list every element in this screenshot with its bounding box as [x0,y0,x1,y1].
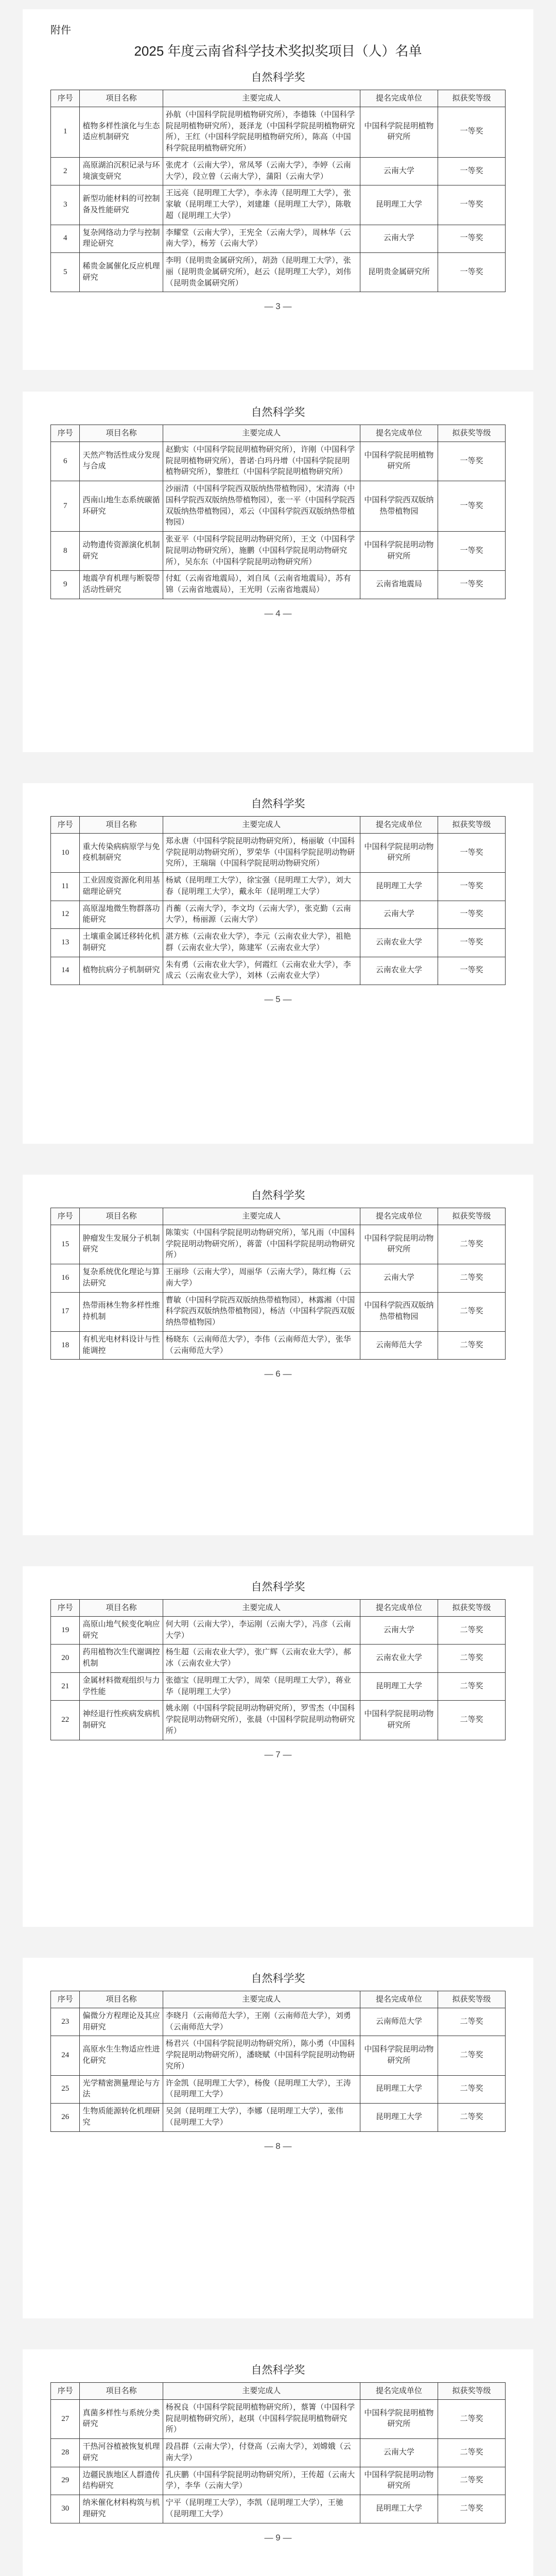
project-name: 土壤重金属迁移转化机制研究 [80,929,163,957]
main-contributors: 宁平（昆明理工大学），李凯（昆明理工大学），王驰（昆明理工大学） [163,2495,360,2523]
nominating-unit: 云南师范大学 [360,2008,438,2036]
row-number: 6 [51,442,80,481]
column-header: 序号 [51,425,80,442]
row-number: 21 [51,1672,80,1701]
nominating-unit: 昆明理工大学 [360,2075,438,2104]
column-header: 序号 [51,1600,80,1617]
project-name: 神经退行性疾病发病机制研究 [80,1701,163,1740]
award-level: 二等奖 [438,2008,505,2036]
main-contributors: 张虎才（云南大学），常凤琴（云南大学），李婷（云南大学），段立曾（云南大学），蒲阳（云南大学） [163,157,360,185]
column-header: 序号 [51,2383,80,2400]
nominating-unit: 云南大学 [360,225,438,253]
project-name: 偏微分方程理论及其应用研究 [80,2008,163,2036]
award-level: 一等奖 [438,929,505,957]
table-row [51,2495,506,2523]
table-row [51,225,506,253]
award-level: 一等奖 [438,957,505,985]
main-contributors: 朱有勇（云南农业大学），何霞红（云南农业大学），李成云（云南农业大学），刘林（云南农业大学） [163,957,360,985]
nominating-unit: 中国科学院西双版纳热带植物园 [360,481,438,532]
table-row [51,1616,506,1645]
row-number: 19 [51,1616,80,1645]
column-header: 主要完成人 [163,1600,360,1617]
table-row [51,1292,506,1331]
nominating-unit: 云南农业大学 [360,1645,438,1673]
column-header: 拟获奖等级 [438,1600,505,1617]
column-header: 项目名称 [80,2383,163,2400]
table-row [51,1331,506,1360]
row-number: 17 [51,1292,80,1331]
main-contributors: 陈策实（中国科学院昆明动物研究所），邹凡雨（中国科学院昆明动物研究所），蒋蕾（中国科学院昆明动物研究所） [163,1225,360,1264]
row-number: 7 [51,481,80,532]
nominating-unit: 昆明理工大学 [360,2104,438,2132]
document-page [23,783,533,1144]
award-level: 一等奖 [438,225,505,253]
row-number: 12 [51,901,80,929]
row-number: 26 [51,2104,80,2132]
table-header-row [51,1208,506,1225]
column-header: 序号 [51,1991,80,2008]
document-page [23,1958,533,2318]
attachment-label: 附件 [50,25,71,36]
nominating-unit: 昆明贵金属研究所 [360,253,438,292]
table-row [51,571,506,599]
main-contributors: 湛方栋（云南农业大学），李元（云南农业大学），祖艳群（云南农业大学），陈建军（云南农业大学） [163,929,360,957]
award-category: 自然科学奖 [251,1973,305,1985]
project-name: 地震孕育机理与断裂带活动性研究 [80,571,163,599]
page-number: — 9 — [264,2532,292,2543]
awards-table [50,1599,506,1740]
project-name: 高原湿地微生物群落功能研究 [80,901,163,929]
row-number: 1 [51,107,80,157]
award-level: 二等奖 [438,2495,505,2523]
award-level: 一等奖 [438,532,505,571]
main-contributors: 曹敏（中国科学院西双版纳热带植物园），林露湘（中国科学院西双版纳热带植物园），杨洁（中国科学院西双版纳热带植物园） [163,1292,360,1331]
main-contributors: 杨晓东（云南师范大学），李伟（云南师范大学），张华（云南师范大学） [163,1331,360,1360]
nominating-unit: 昆明理工大学 [360,185,438,225]
page-number: — 5 — [264,994,292,1004]
award-category: 自然科学奖 [251,798,305,810]
column-header: 项目名称 [80,1991,163,2008]
row-number: 15 [51,1225,80,1264]
project-name: 高原山地气候变化响应研究 [80,1616,163,1645]
award-level: 二等奖 [438,2467,505,2495]
table-row [51,2036,506,2075]
nominating-unit: 云南大学 [360,1264,438,1293]
table-row [51,873,506,901]
row-number: 3 [51,185,80,225]
row-number: 18 [51,1331,80,1360]
main-contributors: 李晓月（云南师范大学），王刚（云南师范大学），刘勇（云南师范大学） [163,2008,360,2036]
nominating-unit: 云南农业大学 [360,957,438,985]
project-name: 热带雨林生物多样性维持机制 [80,1292,163,1331]
award-level: 二等奖 [438,2075,505,2104]
table-row [51,833,506,872]
table-row [51,1225,506,1264]
page-number: — 4 — [264,608,292,618]
table-header-row [51,2383,506,2400]
table-row [51,253,506,292]
awards-table [50,425,506,599]
column-header: 主要完成人 [163,2383,360,2400]
row-number: 10 [51,833,80,872]
page-number: — 6 — [264,1369,292,1379]
project-name: 稀贵金属催化反应机理研究 [80,253,163,292]
award-level: 二等奖 [438,2439,505,2467]
award-level: 一等奖 [438,481,505,532]
project-name: 纳米催化材料构筑与机理研究 [80,2495,163,2523]
project-name: 新型功能材料的可控制备及性能研究 [80,185,163,225]
award-level: 二等奖 [438,1264,505,1293]
nominating-unit: 云南省地震局 [360,571,438,599]
project-name: 复杂系统优化理论与算法研究 [80,1264,163,1293]
nominating-unit: 云南大学 [360,157,438,185]
main-contributors: 王丽珍（云南大学），周丽华（云南大学），陈红梅（云南大学） [163,1264,360,1293]
table-row [51,2104,506,2132]
nominating-unit: 中国科学院昆明植物研究所 [360,2399,438,2438]
main-contributors: 付虹（云南省地震局），刘自凤（云南省地震局），苏有锦（云南省地震局），王光明（云南省地震局） [163,571,360,599]
column-header: 项目名称 [80,425,163,442]
main-contributors: 何大明（云南大学），李运刚（云南大学），冯彦（云南大学） [163,1616,360,1645]
document-page [23,9,533,370]
table-row [51,2467,506,2495]
row-number: 22 [51,1701,80,1740]
table-header-row [51,90,506,107]
nominating-unit: 中国科学院昆明动物研究所 [360,2467,438,2495]
table-row [51,929,506,957]
awards-table [50,1208,506,1360]
award-category: 自然科学奖 [251,72,305,83]
column-header: 提名完成单位 [360,817,438,834]
main-contributors: 肖蘅（云南大学），李文均（云南大学），张克勤（云南大学），杨丽源（云南大学） [163,901,360,929]
award-category: 自然科学奖 [251,1190,305,1201]
page-number: — 8 — [264,2141,292,2151]
column-header: 序号 [51,90,80,107]
table-row [51,107,506,157]
nominating-unit: 昆明理工大学 [360,873,438,901]
document-page [23,2349,533,2576]
column-header: 主要完成人 [163,90,360,107]
table-row [51,532,506,571]
award-level: 一等奖 [438,253,505,292]
award-level: 二等奖 [438,1225,505,1264]
main-contributors: 吴剑（昆明理工大学），李娜（昆明理工大学），张伟（昆明理工大学） [163,2104,360,2132]
document-page [23,1566,533,1927]
awards-table [50,90,506,292]
column-header: 主要完成人 [163,425,360,442]
table-row [51,2439,506,2467]
nominating-unit: 云南大学 [360,901,438,929]
main-contributors: 段昌群（云南大学），付登高（云南大学），刘嫦娥（云南大学） [163,2439,360,2467]
row-number: 8 [51,532,80,571]
nominating-unit: 昆明理工大学 [360,1672,438,1701]
table-row [51,185,506,225]
award-level: 二等奖 [438,1616,505,1645]
row-number: 20 [51,1645,80,1673]
award-level: 一等奖 [438,185,505,225]
award-level: 一等奖 [438,442,505,481]
row-number: 13 [51,929,80,957]
document-page [23,392,533,752]
award-category: 自然科学奖 [251,406,305,418]
award-level: 一等奖 [438,833,505,872]
project-name: 药用植物次生代谢调控机制 [80,1645,163,1673]
row-number: 29 [51,2467,80,2495]
award-category: 自然科学奖 [251,2364,305,2376]
column-header: 提名完成单位 [360,1208,438,1225]
awards-table [50,1991,506,2132]
column-header: 拟获奖等级 [438,2383,505,2400]
project-name: 肿瘤发生发展分子机制研究 [80,1225,163,1264]
project-name: 真菌多样性与系统分类研究 [80,2399,163,2438]
project-name: 干热河谷植被恢复机理研究 [80,2439,163,2467]
project-name: 重大传染病病原学与免疫机制研究 [80,833,163,872]
nominating-unit: 中国科学院西双版纳热带植物园 [360,1292,438,1331]
award-level: 二等奖 [438,1672,505,1701]
award-level: 二等奖 [438,1331,505,1360]
table-row [51,481,506,532]
awards-table [50,816,506,985]
column-header: 项目名称 [80,1208,163,1225]
column-header: 提名完成单位 [360,1991,438,2008]
project-name: 边疆民族地区人群遗传结构研究 [80,2467,163,2495]
column-header: 项目名称 [80,817,163,834]
column-header: 拟获奖等级 [438,1208,505,1225]
column-header: 主要完成人 [163,817,360,834]
column-header: 项目名称 [80,1600,163,1617]
column-header: 主要完成人 [163,1208,360,1225]
column-header: 提名完成单位 [360,90,438,107]
nominating-unit: 中国科学院昆明动物研究所 [360,1701,438,1740]
table-row [51,1701,506,1740]
column-header: 提名完成单位 [360,2383,438,2400]
column-header: 拟获奖等级 [438,1991,505,2008]
award-level: 二等奖 [438,2104,505,2132]
column-header: 提名完成单位 [360,425,438,442]
table-row [51,2008,506,2036]
main-contributors: 李明（昆明贵金属研究所），胡劲（昆明理工大学），张丽（昆明贵金属研究所），赵云（昆明理工大学），刘伟（昆明贵金属研究所） [163,253,360,292]
row-number: 16 [51,1264,80,1293]
column-header: 拟获奖等级 [438,90,505,107]
table-row [51,901,506,929]
nominating-unit: 中国科学院昆明动物研究所 [360,532,438,571]
nominating-unit: 云南大学 [360,2439,438,2467]
table-row [51,2399,506,2438]
row-number: 5 [51,253,80,292]
nominating-unit: 云南师范大学 [360,1331,438,1360]
main-contributors: 杨祝良（中国科学院昆明植物研究所），蔡箐（中国科学院昆明植物研究所），赵琪（中国科学院昆明植物研究所） [163,2399,360,2438]
award-level: 二等奖 [438,2399,505,2438]
award-category: 自然科学奖 [251,1581,305,1593]
table-row [51,1264,506,1293]
project-name: 高原湖泊沉积记录与环境演变研究 [80,157,163,185]
row-number: 24 [51,2036,80,2075]
project-name: 工业固废资源化利用基础理论研究 [80,873,163,901]
award-level: 一等奖 [438,901,505,929]
award-level: 一等奖 [438,873,505,901]
main-contributors: 孔庆鹏（中国科学院昆明动物研究所），王传超（云南大学），李华（云南大学） [163,2467,360,2495]
page-number: — 3 — [264,301,292,312]
table-header-row [51,1991,506,2008]
award-level: 一等奖 [438,107,505,157]
table-row [51,442,506,481]
column-header: 序号 [51,817,80,834]
row-number: 25 [51,2075,80,2104]
project-name: 植物抗病分子机制研究 [80,957,163,985]
award-level: 一等奖 [438,157,505,185]
table-row [51,1672,506,1701]
award-level: 二等奖 [438,1645,505,1673]
column-header: 序号 [51,1208,80,1225]
column-header: 主要完成人 [163,1991,360,2008]
row-number: 27 [51,2399,80,2438]
awards-table [50,2382,506,2523]
row-number: 30 [51,2495,80,2523]
column-header: 拟获奖等级 [438,817,505,834]
page-number: — 7 — [264,1749,292,1759]
main-contributors: 杨君兴（中国科学院昆明动物研究所），陈小勇（中国科学院昆明动物研究所），潘晓赋（中国科学院昆明动物研究所） [163,2036,360,2075]
table-row [51,2075,506,2104]
column-header: 提名完成单位 [360,1600,438,1617]
project-name: 生物质能源转化机理研究 [80,2104,163,2132]
row-number: 2 [51,157,80,185]
nominating-unit: 中国科学院昆明动物研究所 [360,2036,438,2075]
award-level: 一等奖 [438,571,505,599]
table-row [51,157,506,185]
nominating-unit: 中国科学院昆明动物研究所 [360,1225,438,1264]
row-number: 23 [51,2008,80,2036]
column-header: 拟获奖等级 [438,425,505,442]
main-contributors: 郑永唐（中国科学院昆明动物研究所），杨丽敏（中国科学院昆明动物研究所），罗荣华（中国科学院昆明动物研究所），王瑞瑞（中国科学院昆明动物研究所） [163,833,360,872]
main-contributors: 张亚平（中国科学院昆明动物研究所），王文（中国科学院昆明动物研究所），施鹏（中国科学院昆明动物研究所），吴东东（中国科学院昆明动物研究所） [163,532,360,571]
table-header-row [51,1600,506,1617]
row-number: 4 [51,225,80,253]
column-header: 项目名称 [80,90,163,107]
row-number: 9 [51,571,80,599]
main-contributors: 王远亮（昆明理工大学），李永涛（昆明理工大学），张家敏（昆明理工大学），刘建雄（昆明理工大学），陈敬超（昆明理工大学） [163,185,360,225]
main-contributors: 杨生超（云南农业大学），张广辉（云南农业大学），郝冰（云南农业大学） [163,1645,360,1673]
award-level: 二等奖 [438,1701,505,1740]
document-page [23,1175,533,1535]
main-contributors: 孙航（中国科学院昆明植物研究所），李德铢（中国科学院昆明植物研究所），聂泽龙（中国科学院昆明植物研究所），王红（中国科学院昆明植物研究所），陈高（中国科学院昆明植物研究所） [163,107,360,157]
project-name: 动物遗传资源演化机制研究 [80,532,163,571]
award-level: 二等奖 [438,2036,505,2075]
main-contributors: 李耀堂（云南大学），王宪全（云南大学），周林华（云南大学），杨芳（云南大学） [163,225,360,253]
main-contributors: 杨斌（昆明理工大学），徐宝强（昆明理工大学），刘大春（昆明理工大学），戴永年（昆明理工大学） [163,873,360,901]
table-header-row [51,425,506,442]
main-contributors: 赵勤实（中国科学院昆明植物研究所），许刚（中国科学院昆明植物研究所），普诺·白玛丹增（中国科学院昆明植物研究所），黎胜红（中国科学院昆明植物研究所） [163,442,360,481]
table-header-row [51,817,506,834]
project-name: 西南山地生态系统碳循环研究 [80,481,163,532]
award-level: 二等奖 [438,1292,505,1331]
main-contributors: 沙丽清（中国科学院西双版纳热带植物园），宋清海（中国科学院西双版纳热带植物园），张一平（中国科学院西双版纳热带植物园），邓云（中国科学院西双版纳热带植物园） [163,481,360,532]
nominating-unit: 云南大学 [360,1616,438,1645]
row-number: 28 [51,2439,80,2467]
row-number: 14 [51,957,80,985]
nominating-unit: 中国科学院昆明植物研究所 [360,107,438,157]
main-contributors: 姚永刚（中国科学院昆明动物研究所），罗雪杰（中国科学院昆明动物研究所），张晨（中国科学院昆明动物研究所） [163,1701,360,1740]
nominating-unit: 昆明理工大学 [360,2495,438,2523]
row-number: 11 [51,873,80,901]
nominating-unit: 中国科学院昆明植物研究所 [360,442,438,481]
project-name: 植物多样性演化与生态适应机制研究 [80,107,163,157]
main-contributors: 张德宝（昆明理工大学），周荣（昆明理工大学），蒋业华（昆明理工大学） [163,1672,360,1701]
project-name: 复杂网络动力学与控制理论研究 [80,225,163,253]
document-title: 2025 年度云南省科学技术奖拟奖项目（人）名单 [134,43,422,59]
project-name: 金属材料微观组织与力学性能 [80,1672,163,1701]
project-name: 有机光电材料设计与性能调控 [80,1331,163,1360]
table-row [51,1645,506,1673]
nominating-unit: 中国科学院昆明动物研究所 [360,833,438,872]
project-name: 光学精密测量理论与方法 [80,2075,163,2104]
project-name: 天然产物活性成分发现与合成 [80,442,163,481]
nominating-unit: 云南农业大学 [360,929,438,957]
table-row [51,957,506,985]
main-contributors: 许金凯（昆明理工大学），杨俊（昆明理工大学），王涛（昆明理工大学） [163,2075,360,2104]
project-name: 高原水生生物适应性进化研究 [80,2036,163,2075]
